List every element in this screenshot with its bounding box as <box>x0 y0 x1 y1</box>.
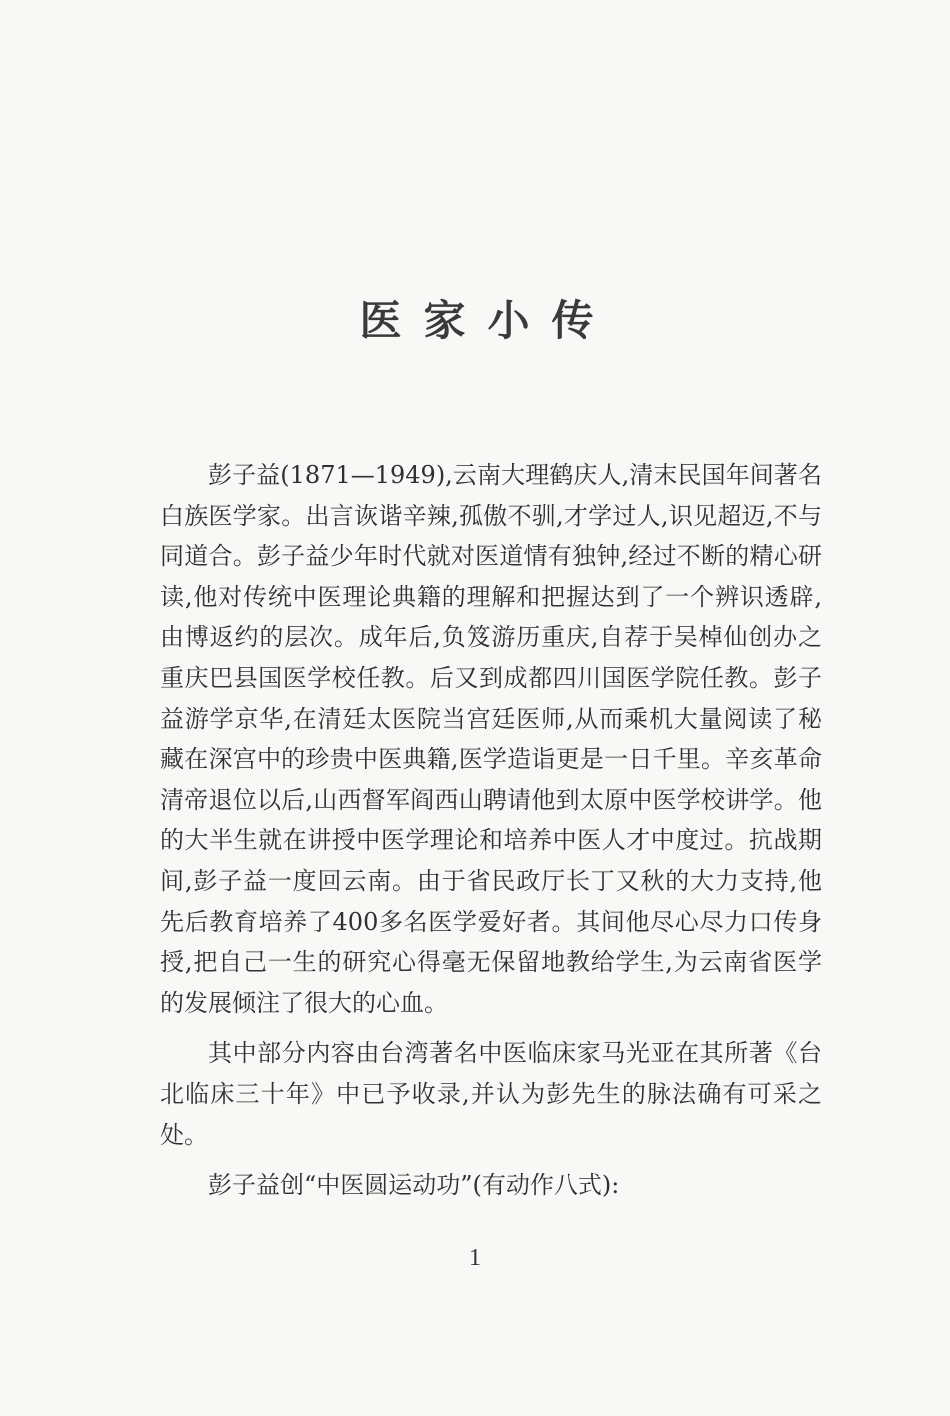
body-text <box>160 455 822 1216</box>
page-number: 1 <box>469 1245 481 1271</box>
paragraph-exercise-intro: 彭子益创“中医圆运动功”(有动作八式): <box>208 1171 620 1200</box>
paragraph-biography: 彭子益(1871—1949),云南大理鹤庆人,清末民国年间著名白族医学家。出言诙谐辛辣,孤傲不驯,才学过人,识见超迈,不与同道合。彭子益少年时代就对医道情有独钟,经过不断的精心研读,他对传统中医理论典籍的理解和把握达到了一个辨识透辟,由博返约的层次。成年后,负笈游历重庆,自荐于吴棹仙创办之重庆巴县国医学校任教。后又到成都四川国医学院任教。彭子益游学京华,在清廷太医院当宫廷医师,从而乘机大量阅读了秘藏在深宫中的珍贵中医典籍,医学造诣更是一日千里。辛亥革命清帝退位以后,山西督军阎西山聘请他到太原中医学校讲学。他的大半生就在讲授中医学理论和培养中医人才中度过。抗战期间,彭子益一度回云南。由于省民政厅长丁又秋的大力支持,他先后教育培养了400多名医学爱好者。其间他尽心尽力口传身授,把自己一生的研究心得毫无保留地教给学生,为云南省医学的发展倾注了很大的心血。 <box>160 461 822 1017</box>
paragraph-citation: 其中部分内容由台湾著名中医临床家马光亚在其所著《台北临床三十年》中已予收录,并认为彭先生的脉法确有可采之处。 <box>160 1039 822 1149</box>
page-title: 医家小传 <box>359 296 616 345</box>
